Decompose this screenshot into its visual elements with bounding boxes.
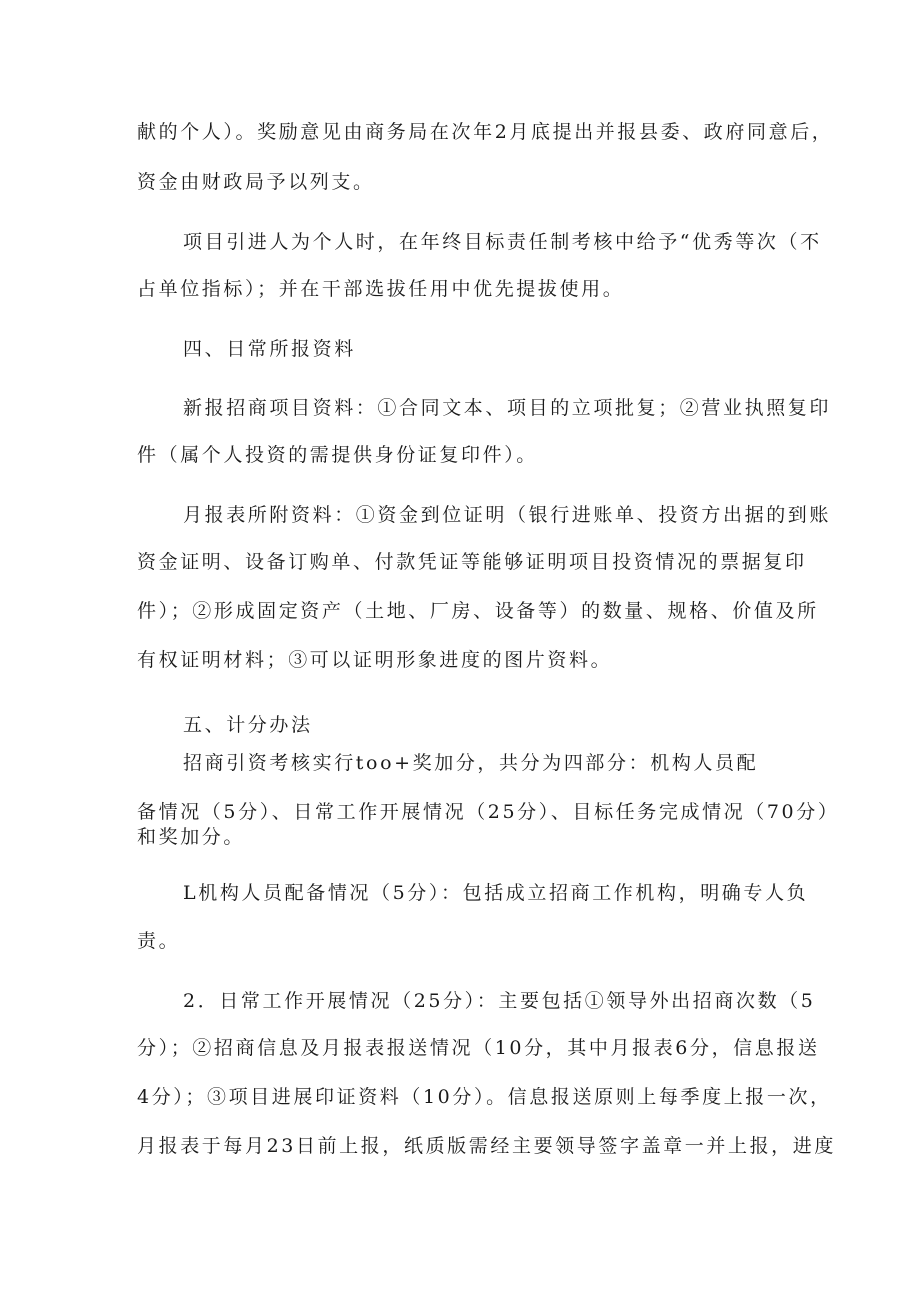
paragraph-line: 月报表所附资料：①资金到位证明（银行进账单、投资方出据的到账 [183, 504, 832, 526]
paragraph-line: 资金证明、设备订购单、付款凭证等能够证明项目投资情况的票据复印 [137, 551, 807, 573]
paragraph-line: 项目引进人为个人时，在年终目标责任制考核中给予“优秀等次（不 [183, 231, 822, 253]
paragraph-line: 分）；②招商信息及月报表报送情况（10分，其中月报表6分，信息报送 [137, 1037, 820, 1059]
paragraph-line: 件）；②形成固定资产（土地、厂房、设备等）的数量、规格、价值及所 [137, 600, 819, 622]
paragraph-line: 资金由财政局予以列支。 [137, 171, 375, 193]
paragraph-line: 和奖加分。 [137, 826, 246, 848]
paragraph-line: 献的个人）。奖励意见由商务局在次年2月底提出并报县委、政府同意后， [137, 121, 834, 143]
paragraph-line: 件（属个人投资的需提供身份证复印件）。 [137, 444, 538, 466]
paragraph-line: 有权证明材料；③可以证明形象进度的图片资料。 [137, 649, 613, 671]
paragraph-line: 2．日常工作开展情况（25分）：主要包括①领导外出招商次数（5 [183, 990, 816, 1012]
section-heading: 四、日常所报资料 [183, 338, 356, 360]
paragraph-line: 4分）；③项目进展印证资料（10分）。信息报送原则上每季度上报一次， [137, 1086, 832, 1108]
paragraph-line: 新报招商项目资料：①合同文本、项目的立项批复；②营业执照复印 [183, 397, 832, 419]
paragraph-line: 占单位指标）；并在干部选拔任用中优先提拔使用。 [137, 278, 625, 300]
paragraph-line: 责。 [137, 930, 181, 952]
section-heading: 五、计分办法 [183, 714, 313, 736]
paragraph-line: 备情况（5分）、日常工作开展情况（25分）、目标任务完成情况（70分） [137, 801, 840, 823]
paragraph-line: L机构人员配备情况（5分）：包括成立招商工作机构，明确专人负 [183, 882, 809, 904]
paragraph-line: 招商引资考核实行too+奖加分，共分为四部分：机构人员配 [183, 752, 759, 774]
paragraph-line: 月报表于每月23日前上报，纸质版需经主要领导签字盖章一并上报，进度 [137, 1135, 836, 1157]
